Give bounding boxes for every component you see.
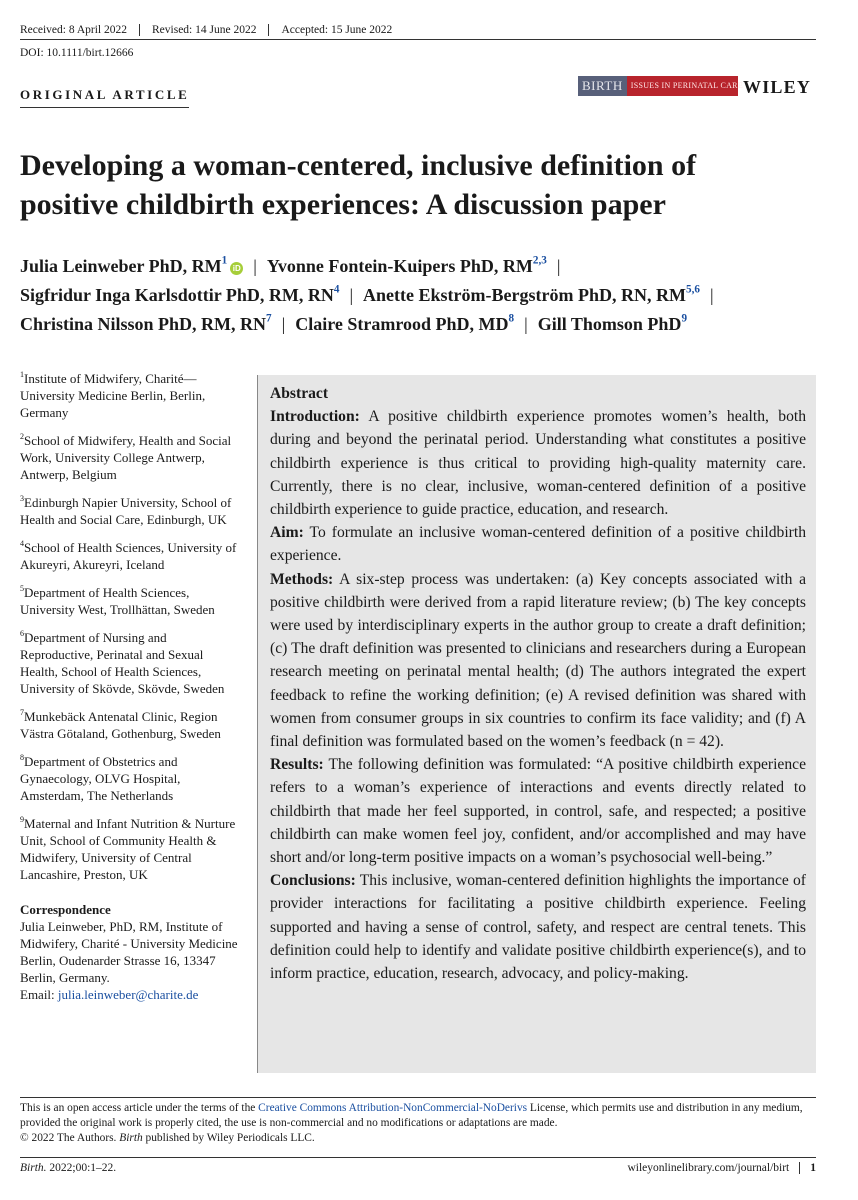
license-notice: This is an open access article under the terms of the Creative Commons Attribution-NonCommercial-NoDerivs License, which permits use and distribution in any medium, provided the original work is properly cited, the use is non-commercial and no modifications or adaptations are made. © 2022 The Authors. Birth published by Wiley Periodicals LLC. — [20, 1102, 803, 1144]
journal-url-link[interactable]: wileyonlinelibrary.com/journal/birt — [627, 1162, 790, 1174]
footer-right — [560, 1162, 816, 1174]
author-separator: | — [281, 314, 286, 334]
author-list — [20, 252, 820, 339]
author[interactable]: Claire Stramrood PhD, $MD^8$ — [295, 312, 515, 334]
journal-logo-subtitle: ISSUES IN PERINATAL CARE — [630, 81, 744, 90]
affiliation: $^1$Institute of Midwifery, Charité—University Medicine Berlin, Berlin, Germany — [20, 369, 206, 420]
affiliation-ref[interactable]: 9 — [681, 312, 688, 325]
abstract-conclusions: Conclusions: This inclusive, woman-centered definition highlights the importance of provider interactions for facilitating a positive childbirth experience. Feeling supported and having a sense of control, safety, and respect are central tenets. This definition could help to identify and validate positive childbirth experience(s), and to inform practice, education, research, advocacy, and policy-making. — [270, 872, 806, 983]
author-separator: | — [556, 256, 561, 276]
affiliation-ref[interactable]: 8 — [508, 312, 515, 325]
accepted-date: Accepted: 15 June 2022 — [268, 24, 404, 36]
abstract-results: Results: The following definition was formulated: “A positive childbirth experience refers to a woman’s experience of interactions and events directly related to childbirth that made her feel supported, in control, safe, and respected; a positive childbirth can make women feel joy, confident, and/or accomplished and may have short and/or long-term positive impacts on a woman’s psychosocial well-being.” — [270, 756, 806, 867]
received-date: Received: 8 April 2022 — [20, 24, 127, 36]
correspondence-heading: Correspondence — [20, 902, 111, 917]
author-separator: | — [709, 285, 714, 305]
affiliation: $^3$Edinburgh Napier University, School of Health and Social Care, Edinburgh, UK — [20, 493, 232, 527]
affiliation: $^9$Maternal and Infant Nutrition & Nurture Unit, School of Community Health & Midwifery, University of Central Lancashire, Preston, UK — [20, 814, 236, 882]
author[interactable]: Gill Thomson PhD$^9$ — [537, 312, 688, 334]
affiliation-ref[interactable]: 5,6 — [685, 283, 700, 296]
title-line-1: Developing a woman-centered, inclusive definition of — [20, 149, 697, 182]
abstract-box — [257, 375, 816, 1073]
header-divider — [20, 39, 816, 40]
revised-date: Revised: 14 June 2022 — [139, 24, 268, 36]
author-separator: | — [253, 256, 257, 276]
correspondence-email-link[interactable]: julia.leinweber@charite.de — [57, 987, 199, 1002]
affiliation-ref[interactable]: 1 — [221, 254, 228, 267]
journal-logo-word: BIRTH — [578, 76, 627, 96]
article-dates — [20, 20, 404, 40]
author-line-1 — [20, 252, 820, 281]
footer-citation: Birth. 2022;00:1–22. — [20, 1162, 117, 1174]
abstract-aim: Aim: To formulate an inclusive woman-centered definition of a positive childbirth experience. — [270, 524, 806, 565]
author-line-2 — [20, 281, 820, 310]
affiliation-ref[interactable]: 2,3 — [532, 254, 547, 267]
affiliation: $^4$School of Health Sciences, University of Akureyri, Akureyri, Iceland — [20, 538, 237, 572]
author[interactable]: Yvonne Fontein-Kuipers PhD, RM$^{2,3}$ — [266, 254, 547, 276]
publisher-logo[interactable]: WILEY — [743, 77, 812, 97]
correspondence-text: Julia Leinweber, PhD, RM, Institute of Midwifery, Charité - University Medicine Berlin, Oudenarder Strasse 16, 13347 Berlin, Germany. Email: julia.leinweber@charite.de — [20, 919, 238, 1002]
page-number: 1 — [799, 1162, 816, 1174]
author[interactable]: Christina Nilsson PhD, RM, $RN^7$ — [20, 312, 272, 334]
affiliation-ref[interactable]: 4 — [333, 283, 340, 296]
affiliation: $^2$School of Midwifery, Health and Social Work, University College Antwerp, Antwerp, Belgium — [20, 431, 232, 482]
author[interactable]: Sigfridur Inga Karlsdottir PhD, RM, $RN^4$ — [20, 283, 340, 305]
affiliations-column — [20, 370, 240, 1003]
author[interactable]: Anette Ekström-Bergström PhD, RN, RM$^{5,6}$ — [363, 283, 700, 305]
license-divider — [20, 1097, 816, 1098]
journal-logo[interactable] — [578, 76, 744, 96]
orcid-icon[interactable]: iD — [230, 262, 243, 275]
abstract-methods: Methods: A six-step process was undertaken: (a) Key concepts associated with a positive childbirth were derived from a rapid literature review; (b) The key concepts were used by interdisciplinary experts in the author group to create a draft definition; (c) The draft definition was presented to clinicians and researchers during a European research meeting on perinatal mental health; (d) The authors integrated the expert feedback to refine the working definition; (e) A revised definition was shared with women from consumer groups in six countries to confirm its face validity; and (f) A final definition was formulated based on the women’s feedback (n = 42). — [270, 570, 806, 751]
doi[interactable]: DOI: 10.1111/birt.12666 — [20, 47, 134, 59]
abstract-introduction: Introduction: A positive childbirth experience promotes women’s health, both during and beyond the perinatal period. Understanding what constitutes a positive childbirth experience is thus critical to providing high-quality maternity care. Currently, there is no clear, inclusive, woman-centered definition of a positive childbirth experience to guide practice, education, and research. — [270, 408, 806, 519]
license-link[interactable]: Creative Commons Attribution-NonCommercial-NoDerivs — [258, 1102, 528, 1114]
author-separator: | — [524, 314, 528, 334]
author-separator: | — [349, 285, 354, 305]
article-title — [20, 146, 810, 224]
author[interactable]: Julia Leinweber PhD, $RM^1$ — [20, 254, 228, 276]
affiliation-ref[interactable]: 7 — [266, 312, 272, 325]
title-line-2: positive childbirth experiences: A discussion paper — [20, 188, 666, 221]
footer-divider — [20, 1157, 816, 1158]
article-type-label: ORIGINAL ARTICLE — [20, 87, 189, 108]
author-line-3 — [20, 310, 820, 339]
affiliation: $^7$Munkebäck Antenatal Clinic, Region Västra Götaland, Gothenburg, Sweden — [20, 707, 221, 741]
affiliation: $^5$Department of Health Sciences, University West, Trollhättan, Sweden — [20, 583, 215, 617]
abstract-heading: Abstract — [270, 385, 329, 402]
affiliation: $^8$Department of Obstetrics and Gynaecology, OLVG Hospital, Amsterdam, The Netherlands — [20, 752, 181, 803]
affiliation: $^6$Department of Nursing and Reproductive, Perinatal and Sexual Health, School of Health Sciences, University of Skövde, Skövde, Sweden — [20, 628, 225, 696]
